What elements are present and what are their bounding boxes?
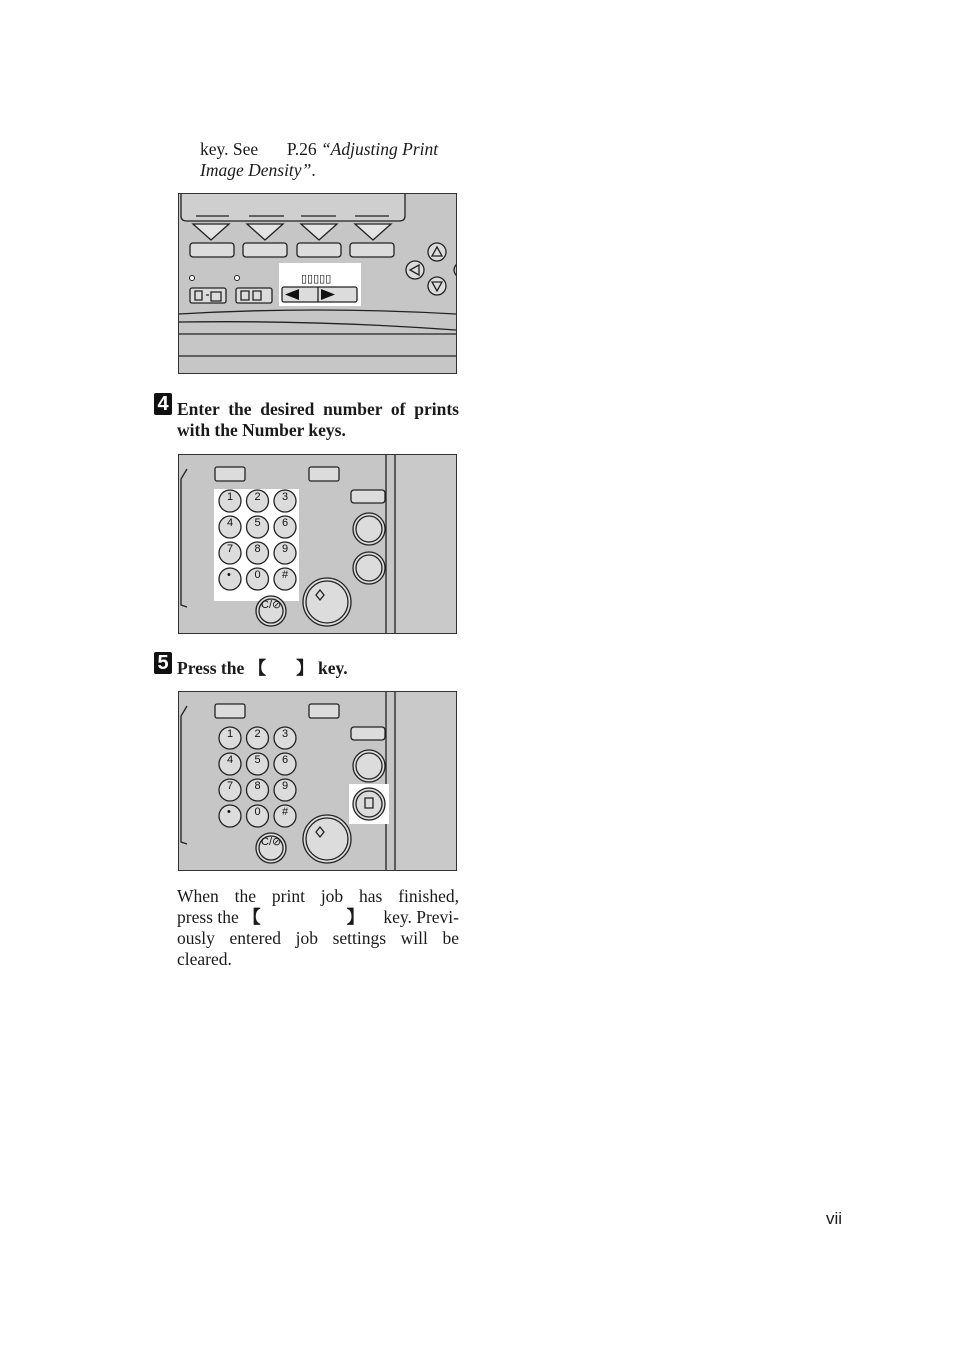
- number-key-label: •: [227, 806, 231, 818]
- interrupt-key[interactable]: [309, 467, 339, 481]
- sample-copy-key[interactable]: [353, 750, 385, 782]
- number-key-label: 6: [282, 517, 289, 529]
- closing-prefix: press the: [177, 907, 239, 927]
- program-key[interactable]: [215, 704, 245, 718]
- intro-line-1: [200, 139, 462, 160]
- density-indicator: ▯▯▯▯▯: [301, 273, 332, 285]
- selection-key-2[interactable]: [243, 243, 287, 257]
- print-key-highlighted[interactable]: [353, 788, 385, 820]
- key-bracket-open-2: 【: [243, 907, 261, 927]
- program-key[interactable]: [215, 467, 245, 481]
- number-key-label: 6: [282, 754, 289, 766]
- interrupt-key[interactable]: [309, 704, 339, 718]
- control-panel-illustration-print-key: [178, 691, 457, 871]
- closing-line-2: [177, 907, 459, 928]
- number-key-label: 2: [254, 491, 261, 503]
- number-key-label: 3: [282, 728, 289, 740]
- reference-title-part-1[interactable]: “Adjusting Print: [320, 139, 439, 159]
- start-key[interactable]: [303, 578, 351, 626]
- sample-copy-key[interactable]: [353, 513, 385, 545]
- selection-key-1[interactable]: [190, 243, 234, 257]
- number-key-label: 1: [227, 491, 234, 503]
- number-key-label: #: [282, 569, 289, 581]
- closing-line-3: ously entered job settings will be: [177, 928, 459, 948]
- step-5-prefix: Press the: [177, 658, 245, 678]
- number-key-label: 9: [282, 543, 289, 555]
- number-key-label: 8: [254, 543, 261, 555]
- number-key-label: 4: [227, 754, 234, 766]
- intro-prefix: key. See: [200, 139, 259, 159]
- number-key-label: 8: [254, 780, 261, 792]
- number-key-label: 9: [282, 780, 289, 792]
- key-bracket-close-2: 】: [346, 907, 365, 927]
- number-key-label: 5: [254, 517, 261, 529]
- clear-modes-key[interactable]: [351, 727, 385, 740]
- number-key-label: •: [227, 569, 231, 581]
- selection-key-4[interactable]: [350, 243, 394, 257]
- reference-title-part-2[interactable]: Image Density”: [200, 160, 312, 180]
- start-key-small[interactable]: [353, 552, 385, 584]
- closing-paragraph: [177, 886, 459, 970]
- closing-line-1: When the print job has finished,: [177, 886, 459, 906]
- closing-suffix: key. Previ-: [383, 907, 459, 927]
- number-key-label: 2: [254, 728, 261, 740]
- closing-line-4: cleared.: [177, 949, 232, 969]
- key-bracket-open: 【: [248, 658, 267, 678]
- key-bracket-close: 】: [296, 658, 314, 678]
- print-key-panel-drawing: [179, 692, 456, 870]
- number-key-label: 1: [227, 728, 234, 740]
- number-key-label: #: [282, 806, 289, 818]
- page-number: vii: [826, 1209, 843, 1228]
- control-panel-illustration-density: [178, 193, 457, 374]
- number-key-label: 7: [227, 780, 234, 792]
- control-panel-illustration-number-keys: [178, 454, 457, 634]
- intro-period: .: [311, 160, 316, 180]
- number-keys-panel-drawing: [179, 455, 456, 633]
- selection-key-3[interactable]: [297, 243, 341, 257]
- intro-line-2: [200, 160, 462, 181]
- number-key-label: 0: [254, 806, 261, 818]
- clear-stop-label: C/⊘: [261, 599, 282, 611]
- intro-text: [200, 139, 462, 181]
- number-key-label: 0: [254, 569, 261, 581]
- page-reference: P.26: [286, 139, 317, 159]
- number-key-label: 5: [254, 754, 261, 766]
- step-4-icon: 4: [154, 393, 172, 415]
- step-4-title: Enter the desired number of prints with the Number keys.: [177, 399, 459, 440]
- number-key-label: 3: [282, 491, 289, 503]
- number-key-label: 7: [227, 543, 234, 555]
- density-panel-drawing: [179, 194, 456, 373]
- step-5-suffix: key.: [317, 658, 348, 678]
- start-key[interactable]: [303, 815, 351, 863]
- clear-stop-label: C/⊘: [261, 836, 282, 848]
- step-5-icon: 5: [154, 652, 172, 674]
- number-key-label: 4: [227, 517, 234, 529]
- clear-modes-key[interactable]: [351, 490, 385, 503]
- step-5-title: [177, 658, 459, 679]
